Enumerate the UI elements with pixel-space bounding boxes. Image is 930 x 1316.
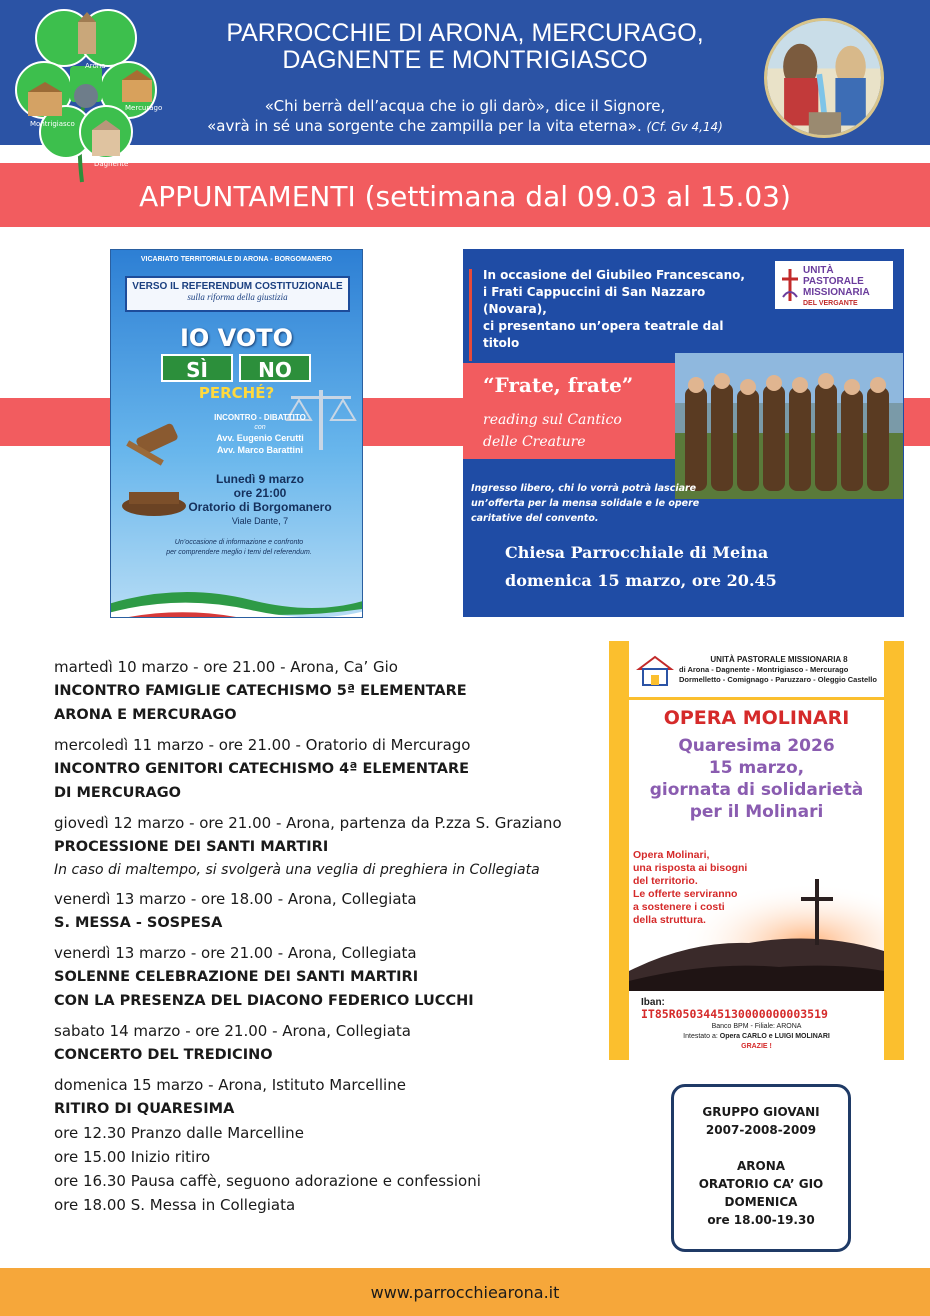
intro-line: i Frati Cappuccini di San Nazzaro (483, 285, 706, 299)
play-title: “Frate, frate” (483, 373, 634, 397)
title-line: DAGNENTE E MONTRIGIASCO (282, 46, 648, 74)
event-title: SOLENNE CELEBRAZIONE DEI SANTI MARTIRI (54, 969, 419, 985)
event-when: domenica 15 marzo - Arona, Istituto Marcelline (54, 1076, 406, 1094)
speaker: Avv. Eugenio Cerutti (216, 433, 304, 443)
event-title: RITIRO DI QUARESIMA (54, 1101, 235, 1117)
event-schedule-line: ore 12.30 Pranzo dalle Marcelline (54, 1124, 304, 1142)
time-line: ore 21:00 (233, 486, 287, 500)
play-subtitle (483, 409, 622, 453)
foot-line: Un’occasione di informazione e confronto (174, 539, 304, 546)
sub-line: Quaresima 2026 (678, 736, 835, 756)
intro-line: titolo (483, 336, 520, 350)
events-list (54, 655, 614, 1223)
house-logo-icon (635, 653, 675, 687)
event-title: DI MERCURAGO (54, 785, 182, 801)
venue-line: Chiesa Parrocchiale di Meina (505, 543, 769, 562)
speaker: Avv. Marco Barattini (216, 445, 304, 455)
event-when: mercoledì 11 marzo - ore 21.00 - Oratorio di Mercurago (54, 736, 471, 754)
poster-con: con (254, 424, 266, 431)
event-title: CONCERTO DEL TREDICINO (54, 1047, 273, 1063)
clover-label-dagnente: Dagnente (94, 160, 129, 168)
event-item (54, 811, 614, 881)
italian-flag-ribbon (110, 570, 363, 618)
intro-line: (Novara), (483, 302, 547, 316)
event-when: sabato 14 marzo - ore 21.00 - Arona, Collegiata (54, 1022, 411, 1040)
header-line: UNITÀ PASTORALE MISSIONARIA 8 (710, 655, 848, 664)
note-line: Ingresso libero, chi lo vorrà potrà lasciare (471, 483, 697, 494)
logo-line: UNITÀ (803, 265, 834, 276)
intro-line: In occasione del Giubileo Francescano, (483, 268, 745, 282)
quote-line: «Chi berrà dell’acqua che io gli darò», dice il Signore, (264, 97, 666, 115)
giovani-line: ORATORIO CA’ GIO (698, 1177, 824, 1191)
event-title: S. MESSA - SOSPESA (54, 915, 223, 931)
event-item (54, 655, 614, 727)
sub-line: 15 marzo, (708, 758, 805, 778)
perche-text: PERCHÉ? (198, 384, 275, 402)
frate-intro (483, 267, 763, 352)
poster-referendum-box (125, 276, 350, 312)
date-line: Lunedì 9 marzo (215, 472, 304, 486)
molinari-header (679, 655, 879, 685)
jesus-samaritan-medallion (764, 18, 884, 138)
bank-line: Banco BPM - Filiale: ARONA (711, 1023, 802, 1030)
when-line: domenica 15 marzo, ore 20.45 (505, 571, 777, 590)
beneficiary: Opera CARLO e LUIGI MOLINARI (719, 1033, 830, 1040)
event-when: martedì 10 marzo - ore 21.00 - Arona, Ca’ Gio (54, 658, 398, 676)
subtitle-line: delle Creature (483, 434, 586, 450)
appointments-title: APPUNTAMENTI (settimana dal 09.03 al 15.03) (139, 180, 791, 213)
sub-line: per il Molinari (689, 802, 824, 822)
event-item (54, 941, 614, 1013)
event-when: venerdì 13 marzo - ore 21.00 - Arona, Collegiata (54, 944, 417, 962)
spacer (674, 1139, 848, 1157)
event-when: venerdì 13 marzo - ore 18.00 - Arona, Collegiata (54, 890, 417, 908)
molinari-poster (609, 641, 904, 1060)
note-line: un’offerta per la mensa solidale e le opere (471, 498, 700, 509)
appeal-line: della struttura. (633, 914, 706, 926)
clover-label-arona: Arona (85, 62, 106, 70)
bank-info (629, 1022, 884, 1052)
iban-value: IT85R0503445130000000003519 (641, 1007, 828, 1021)
appeal-line: Opera Molinari, (633, 849, 710, 861)
si-label: SÌ (161, 354, 233, 382)
cross-icon (779, 267, 801, 303)
website-link[interactable]: www.parrocchiearona.it (370, 1283, 560, 1302)
subtitle-line: reading sul Cantico (483, 412, 622, 428)
event-schedule-line: ore 18.00 S. Messa in Collegiata (54, 1196, 296, 1214)
event-item (54, 733, 614, 805)
molinari-title: OPERA MOLINARI (663, 707, 850, 729)
event-item (54, 887, 614, 935)
clover-label-mercurago: Mercurago (125, 104, 163, 112)
poster-address: Viale Dante, 7 (231, 516, 289, 526)
event-title: ARONA E MERCURAGO (54, 707, 237, 723)
frate-poster (463, 249, 904, 617)
no-label: NO (239, 354, 311, 382)
iban-label: Iban: (641, 997, 665, 1008)
giovani-line: GRUPPO GIOVANI (702, 1105, 820, 1119)
place-line: Oratorio di Borgomanero (188, 500, 332, 514)
note-line: caritative del convento. (471, 513, 599, 524)
entry-note (471, 481, 721, 526)
header-line: di Arona - Dagnente - Montrigiasco - Mercurago (679, 665, 849, 674)
accent-bar (469, 269, 472, 361)
event-note: In caso di maltempo, si svolgerà una veglia di preghiera in Collegiata (54, 862, 540, 878)
giovani-line: 2007-2008-2009 (705, 1123, 817, 1137)
poster-incontro: INCONTRO - DIBATTITO (214, 413, 306, 422)
appeal-line: del territorio. (633, 875, 698, 887)
intestato-label: Intestato a: (683, 1033, 718, 1040)
molinari-subtitle (629, 735, 884, 823)
event-title: INCONTRO FAMIGLIE CATECHISMO 5ª ELEMENTARE (54, 683, 467, 699)
logo-line: DEL VERGANTE (803, 300, 858, 307)
io-voto-text: IO VOTO (179, 324, 293, 352)
quote-reference: (Cf. Gv 4,14) (646, 120, 723, 134)
event-title: INCONTRO GENITORI CATECHISMO 4ª ELEMENTARE (54, 761, 470, 777)
clover-logo (6, 4, 166, 184)
event-schedule-line: ore 15.00 Inizio ritiro (54, 1148, 211, 1166)
intro-line: ci presentano un’opera teatrale dal (483, 319, 724, 333)
event-title: CON LA PRESENZA DEL DIACONO FEDERICO LUCCHI (54, 993, 474, 1009)
giovani-line: ARONA (736, 1159, 786, 1173)
unita-pastorale-logo (775, 261, 893, 309)
quote-line: «avrà in sé una sorgente che zampilla per la vita eterna». (207, 117, 642, 135)
sub-line: giornata di solidarietà (649, 780, 864, 800)
logo-line: PASTORALE (803, 276, 864, 287)
logo-line: MISSIONARIA (803, 287, 870, 298)
gruppo-giovani-box (671, 1084, 851, 1252)
poster-referendum-sub: sulla riforma della giustizia (187, 292, 288, 302)
event-item (54, 1019, 614, 1067)
venue-info (505, 539, 777, 595)
event-when: giovedì 12 marzo - ore 21.00 - Arona, partenza da P.zza S. Graziano (54, 814, 562, 832)
poster-foot (129, 538, 349, 558)
referendum-poster (110, 249, 363, 618)
event-schedule-line: ore 16.30 Pausa caffè, seguono adorazione e confessioni (54, 1172, 481, 1190)
logo-text (803, 265, 870, 309)
grazie-text: GRAZIE ! (741, 1043, 772, 1050)
poster-referendum-heading: VERSO IL REFERENDUM COSTITUZIONALE (132, 281, 343, 292)
header-title (175, 20, 755, 74)
appeal-line: a sostenere i costi (633, 901, 725, 913)
appeal-line: Le offerte serviranno (633, 888, 738, 900)
clover-label-montrigiasco: Montrigiasco (30, 120, 75, 128)
poster-speakers (165, 432, 355, 456)
appeal-line: una risposta ai bisogni (633, 862, 748, 874)
header-line: Dormelletto - Comignago - Paruzzaro - Oleggio Castello (679, 675, 877, 684)
giovani-line: ore 18.00-19.30 (707, 1213, 815, 1227)
poster-vicariato: VICARIATO TERRITORIALE DI ARONA - BORGOMANERO (140, 256, 333, 263)
poster-date (165, 472, 355, 514)
friars-photo (675, 353, 903, 499)
event-item (54, 1073, 614, 1217)
molinari-inner (629, 641, 884, 1060)
giovani-line: DOMENICA (724, 1195, 798, 1209)
header-quote (175, 96, 755, 137)
foot-line: per comprendere meglio i temi del referendum. (166, 549, 312, 556)
title-line: PARROCCHIE DI ARONA, MERCURAGO, (226, 19, 704, 47)
molinari-appeal (633, 849, 783, 927)
event-title: PROCESSIONE DEI SANTI MARTIRI (54, 839, 329, 855)
divider (629, 697, 884, 700)
